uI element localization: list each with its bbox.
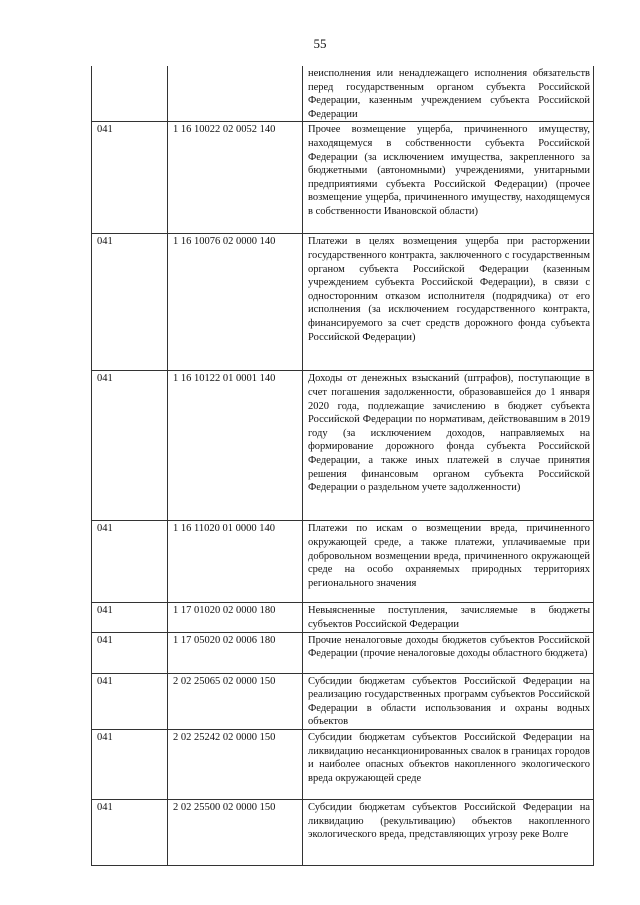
admin-code-cell: 041 [92, 799, 168, 865]
table-row [92, 66, 594, 122]
income-name-cell: Субсидии бюджетам субъектов Российской Федерации на ликвидацию несанкционированных свалок в границах городов и наиболее опасных объектов накопленного экологического вреда окружающей среде [303, 729, 594, 799]
table-row [92, 371, 594, 521]
income-name-cell: Субсидии бюджетам субъектов Российской Федерации на ликвидацию (рекультивацию) объектов накопленного экологического вреда, представляющих угрозу реке Волге [303, 799, 594, 865]
table-row [92, 122, 594, 234]
table-row [92, 234, 594, 371]
admin-code-cell: 041 [92, 122, 168, 234]
classification-code-cell: 1 16 10076 02 0000 140 [168, 234, 303, 371]
table-row [92, 603, 594, 632]
admin-code-cell: 041 [92, 729, 168, 799]
admin-code-cell: 041 [92, 521, 168, 603]
classification-code-cell: 1 17 05020 02 0006 180 [168, 632, 303, 673]
admin-code-cell: 041 [92, 603, 168, 632]
income-name-cell: Невыясненные поступления, зачисляемые в бюджеты субъектов Российской Федерации [303, 603, 594, 632]
admin-code-cell: 041 [92, 632, 168, 673]
admin-code-cell: 041 [92, 371, 168, 521]
income-name-cell: Прочее возмещение ущерба, причиненного имуществу, находящемуся в собственности субъекта Российской Федерации (за исключением имущества, закрепленного за бюджетными (автономными) учреждениями, унитарными предприятиями субъекта Российской Федерации) (прочее возмещение ущерба, причиненного имуществу, находящемуся в собственности Ивановской области) [303, 122, 594, 234]
budget-codes-table [91, 66, 594, 866]
admin-code-cell [92, 66, 168, 122]
classification-code-cell [168, 66, 303, 122]
income-name-cell: Субсидии бюджетам субъектов Российской Федерации на реализацию государственных программ субъектов Российской Федерации в области использования и охраны водных объектов [303, 673, 594, 729]
admin-code-cell: 041 [92, 234, 168, 371]
income-name-cell: неисполнения или ненадлежащего исполнения обязательств перед государственным органом субъекта Российской Федерации, казенным учреждением субъекта Российской Федерации [303, 66, 594, 122]
income-name-cell: Платежи по искам о возмещении вреда, причиненного окружающей среде, а также платежи, уплачиваемые при добровольном возмещении вреда, причиненного окружающей среде на особо охраняемых природных территориях регионального значения [303, 521, 594, 603]
classification-code-cell: 2 02 25242 02 0000 150 [168, 729, 303, 799]
income-name-cell: Платежи в целях возмещения ущерба при расторжении государственного контракта, заключенного с государственным органом субъекта Российской Федерации (казенным учреждением субъекта Российской Федерации), в связи с односторонним отказом исполнителя (подрядчика) от его исполнения (за исключением государственного контракта, финансируемого за счет средств дорожного фонда субъекта Российской Федерации) [303, 234, 594, 371]
classification-code-cell: 2 02 25500 02 0000 150 [168, 799, 303, 865]
admin-code-cell: 041 [92, 673, 168, 729]
income-name-cell: Доходы от денежных взысканий (штрафов), поступающие в счет погашения задолженности, образовавшейся до 1 января 2020 года, подлежащие зачислению в бюджет субъекта Российской Федерации по нормативам, действовавшим в 2019 году (за исключением доходов, направляемых на формирование дорожного фонда субъекта Российской Федерации, а также иных платежей в случае принятия решения финансовым органом субъекта Российской Федерации о раздельном учете задолженности) [303, 371, 594, 521]
classification-code-cell: 1 16 10122 01 0001 140 [168, 371, 303, 521]
classification-code-cell: 1 17 01020 02 0000 180 [168, 603, 303, 632]
classification-code-cell: 2 02 25065 02 0000 150 [168, 673, 303, 729]
table-row [92, 673, 594, 729]
table-row [92, 521, 594, 603]
income-name-cell: Прочие неналоговые доходы бюджетов субъектов Российской Федерации (прочие неналоговые доходы областного бюджета) [303, 632, 594, 673]
classification-code-cell: 1 16 10022 02 0052 140 [168, 122, 303, 234]
classification-code-cell: 1 16 11020 01 0000 140 [168, 521, 303, 603]
table-row [92, 799, 594, 865]
page-number: 55 [313, 36, 327, 51]
table-row [92, 729, 594, 799]
table-row [92, 632, 594, 673]
